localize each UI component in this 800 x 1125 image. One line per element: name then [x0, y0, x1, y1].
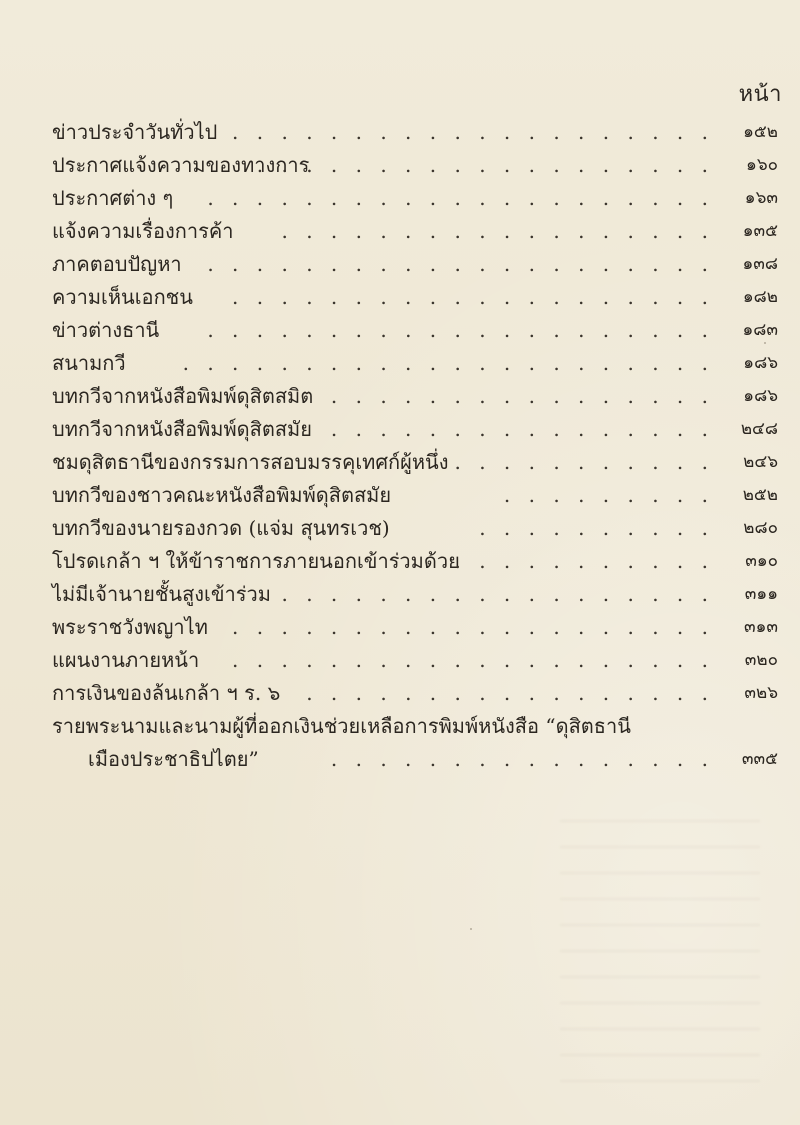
toc-entry — [52, 677, 778, 710]
toc-entry-page-number: ๑๖๐ — [746, 155, 778, 175]
dot-leader: . . . . . . . . . . . . . . . . . . . . — [232, 285, 714, 309]
dot-leader: . . . . . . . . . . — [479, 516, 714, 540]
paper-speck — [470, 928, 472, 930]
toc-entry-title: ไม่มีเจ้านายชั้นสูงเข้าร่วม — [52, 582, 271, 606]
toc-entry-title: ชมดุสิตธานีของกรรมการสอบมรรคุเทศก์ผู้หนึ่ง — [52, 450, 449, 474]
toc-entry — [52, 347, 778, 380]
toc-entry — [52, 479, 778, 512]
dot-leader: . . . . . . . . . . . — [454, 549, 714, 573]
toc-entry-page-number: ๒๔๖ — [743, 452, 778, 472]
dot-leader: . . . . . . . . . . . . . . . . . — [306, 681, 714, 705]
dot-leader: . . . . . . . . . . . . . . . . . . . . — [232, 120, 714, 144]
toc-entry-title: ความเห็นเอกชน — [52, 285, 193, 309]
toc-entry-page-number: ๑๘๖ — [743, 353, 778, 373]
toc-entry-title: โปรดเกล้า ฯ ให้ข้าราชการภายนอกเข้าร่วมด้วย — [52, 549, 460, 573]
toc-entry-title: ประกาศแจ้งความของทางการ — [52, 153, 310, 177]
toc-entry-page-number: ๓๑๑ — [744, 584, 778, 604]
toc-entry — [52, 281, 778, 314]
toc-entry — [52, 380, 778, 413]
dot-leader: . . . . . . . . . . . . . . . . . . . . . — [207, 186, 714, 210]
toc-entry — [52, 611, 778, 644]
toc-entry — [52, 149, 778, 182]
dot-leader: . . . . . . . . . . . . . . . . . . . . . . — [182, 351, 714, 375]
dot-leader: . . . . . . . . . . . . . . . . . . . . — [232, 648, 714, 672]
toc-entry-page-number: ๑๘๖ — [743, 386, 778, 406]
table-of-contents — [52, 116, 778, 776]
dot-leader: . . . . . . . . . . . . . . . . . . . . . — [207, 318, 714, 342]
toc-entry-page-number: ๓๒๖ — [744, 683, 778, 703]
toc-entry-title: ข่าวประจำวันทั่วไป — [52, 120, 218, 144]
toc-entry-page-number: ๓๑๓ — [743, 617, 778, 637]
toc-entry — [52, 578, 778, 611]
dot-leader: . . . . . . . . . . . . . . . . — [330, 747, 714, 771]
toc-entry-page-number: ๑๕๒ — [743, 122, 778, 142]
toc-entry-page-number: ๑๘๓ — [742, 320, 778, 340]
toc-entry — [52, 446, 778, 479]
toc-entry-title: รายพระนามและนามผู้ที่ออกเงินช่วยเหลือการพิมพ์หนังสือ “ดุสิตธานี — [52, 714, 631, 738]
toc-entry-page-number: ๒๕๒ — [742, 485, 778, 505]
toc-entry-title: แผนงานภายหน้า — [52, 648, 200, 672]
toc-entry-page-number: ๑๘๒ — [742, 287, 778, 307]
toc-entry-title: แจ้งความเรื่องการค้า — [52, 219, 234, 243]
toc-entry — [52, 413, 778, 446]
toc-entry-title: พระราชวังพญาไท — [52, 615, 208, 639]
dot-leader: . . . . . . . . . . . . . . . . — [330, 417, 714, 441]
toc-entry-title: บทกวีจากหนังสือพิมพ์ดุสิตสมัย — [52, 417, 312, 441]
toc-entry-title-continued: เมืองประชาธิปไตย” — [88, 747, 259, 771]
toc-entry-title: สนามกวี — [52, 351, 126, 375]
toc-entry-page-number: ๑๖๓ — [744, 188, 778, 208]
dot-leader: . . . . . . . . . . . . . . . . . . . . — [232, 615, 714, 639]
toc-entry — [52, 512, 778, 545]
toc-entry — [52, 314, 778, 347]
toc-entry-title: บทกวีจากหนังสือพิมพ์ดุสิตสมิต — [52, 384, 314, 408]
dot-leader: . . . . . . . . . . . . . . . . . . . . . — [207, 252, 714, 276]
toc-entry-title: ข่าวต่างธานี — [52, 318, 160, 342]
toc-entry — [52, 248, 778, 281]
toc-entry-page-number: ๑๓๕ — [742, 221, 778, 241]
dot-leader: . . . . . . . . . . . . . . . . — [330, 384, 714, 408]
toc-entry-page-number: ๒๔๘ — [740, 419, 778, 439]
toc-entry — [52, 215, 778, 248]
toc-entry — [52, 182, 778, 215]
toc-entry-title: บทกวีของนายรองกวด (แจ่ม สุนทรเวช) — [52, 516, 390, 540]
page-column-label: หน้า — [738, 82, 782, 107]
toc-entry-title: บทกวีของชาวคณะหนังสือพิมพ์ดุสิตสมัย — [52, 483, 392, 507]
dot-leader: . . . . . . . . . . . . . . . . . . . — [256, 153, 714, 177]
toc-entry-page-number: ๓๓๕ — [741, 749, 778, 769]
toc-entry — [52, 545, 778, 578]
toc-entry — [52, 710, 778, 776]
dot-leader: . . . . . . . . . — [503, 483, 714, 507]
toc-entry-title: ประกาศต่าง ๆ — [52, 186, 174, 210]
toc-entry-page-number: ๓๑๐ — [745, 551, 778, 571]
toc-entry-page-number: ๓๒๐ — [744, 650, 778, 670]
dot-leader: . . . . . . . . . . . — [454, 450, 714, 474]
toc-entry-title: การเงินของล้นเกล้า ฯ ร. ๖ — [52, 681, 281, 705]
dot-leader: . . . . . . . . . . . . . . . . . . — [281, 219, 714, 243]
toc-entry-title: ภาคตอบปัญหา — [52, 252, 182, 276]
toc-entry — [52, 116, 778, 149]
paper-show-through — [560, 820, 760, 1100]
dot-leader: . . . . . . . . . . . . . . . . . . — [281, 582, 714, 606]
toc-entry-page-number: ๒๘๐ — [743, 518, 778, 538]
toc-entry-page-number: ๑๓๘ — [742, 254, 778, 274]
toc-entry — [52, 644, 778, 677]
